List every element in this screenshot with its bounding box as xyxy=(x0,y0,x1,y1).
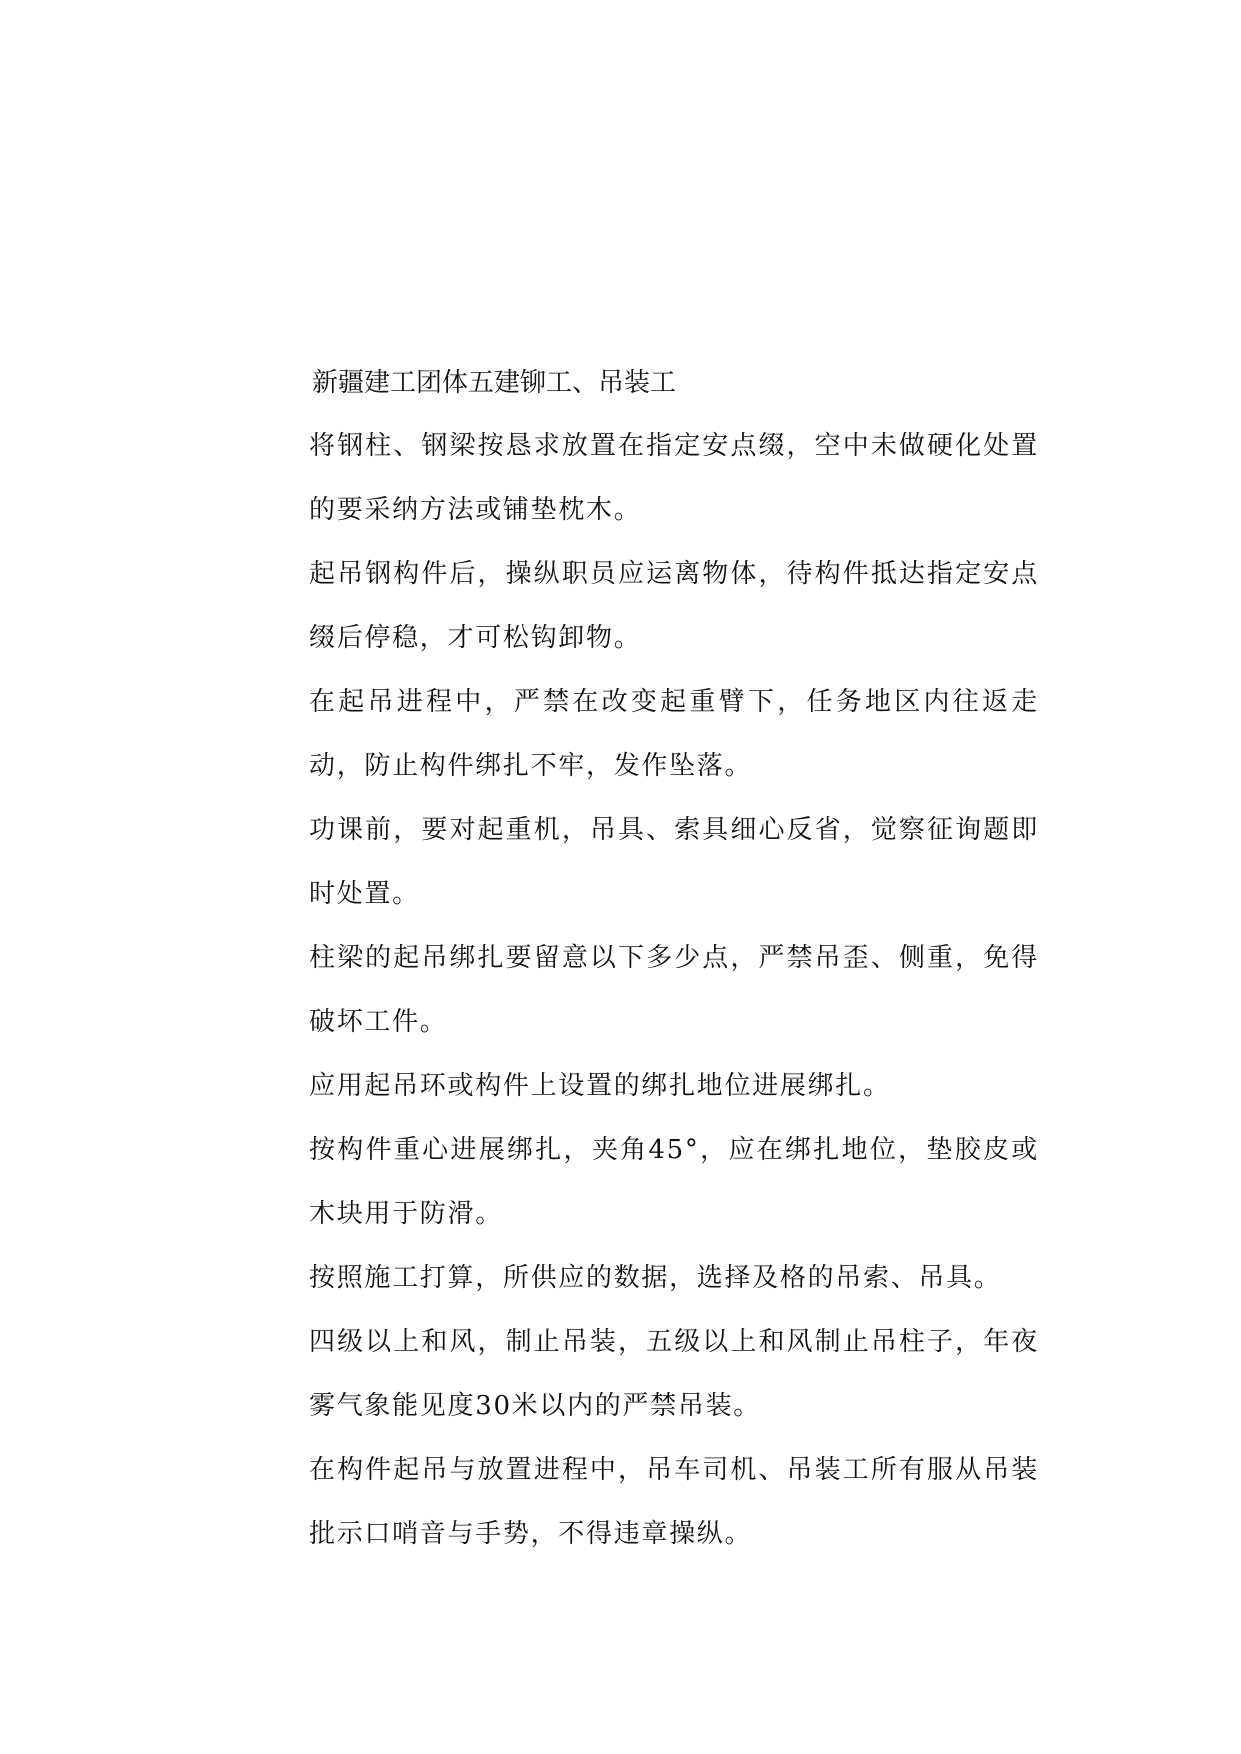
paragraph: 起吊钢构件后，操纵职员应运离物体，待构件抵达指定安点缀后停稳，才可松钩卸物。 xyxy=(309,559,1039,653)
document-title: 新疆建工团体五建铆工、吊装工 xyxy=(312,368,677,398)
paragraph: 功课前，要对起重机，吊具、索具细心反省，觉察征询题即时处置。 xyxy=(309,815,1039,909)
paragraph: 按照施工打算，所供应的数据，选择及格的吊索、吊具。 xyxy=(309,1263,1002,1293)
paragraph: 将钢柱、钢梁按恳求放置在指定安点缀，空中未做硬化处置的要采纳方法或铺垫枕木。 xyxy=(309,431,1039,525)
paragraph: 柱梁的起吊绑扎要留意以下多少点，严禁吊歪、侧重，免得破坏工件。 xyxy=(309,943,1039,1037)
paragraph: 在构件起吊与放置进程中，吊车司机、吊装工所有服从吊装批示口哨音与手势，不得违章操纵。 xyxy=(309,1455,1039,1549)
paragraph: 四级以上和风，制止吊装，五级以上和风制止吊柱子，年夜雾气象能见度30米以内的严禁吊装。 xyxy=(309,1327,1039,1421)
document-body xyxy=(309,352,1039,1566)
paragraph: 应用起吊环或构件上设置的绑扎地位进展绑扎。 xyxy=(309,1071,891,1101)
paragraph: 在起吊进程中，严禁在改变起重臂下，任务地区内往返走动，防止构件绑扎不牢，发作坠落。 xyxy=(309,687,1039,781)
paragraph: 按构件重心进展绑扎，夹角45°，应在绑扎地位，垫胶皮或木块用于防滑。 xyxy=(309,1135,1039,1229)
